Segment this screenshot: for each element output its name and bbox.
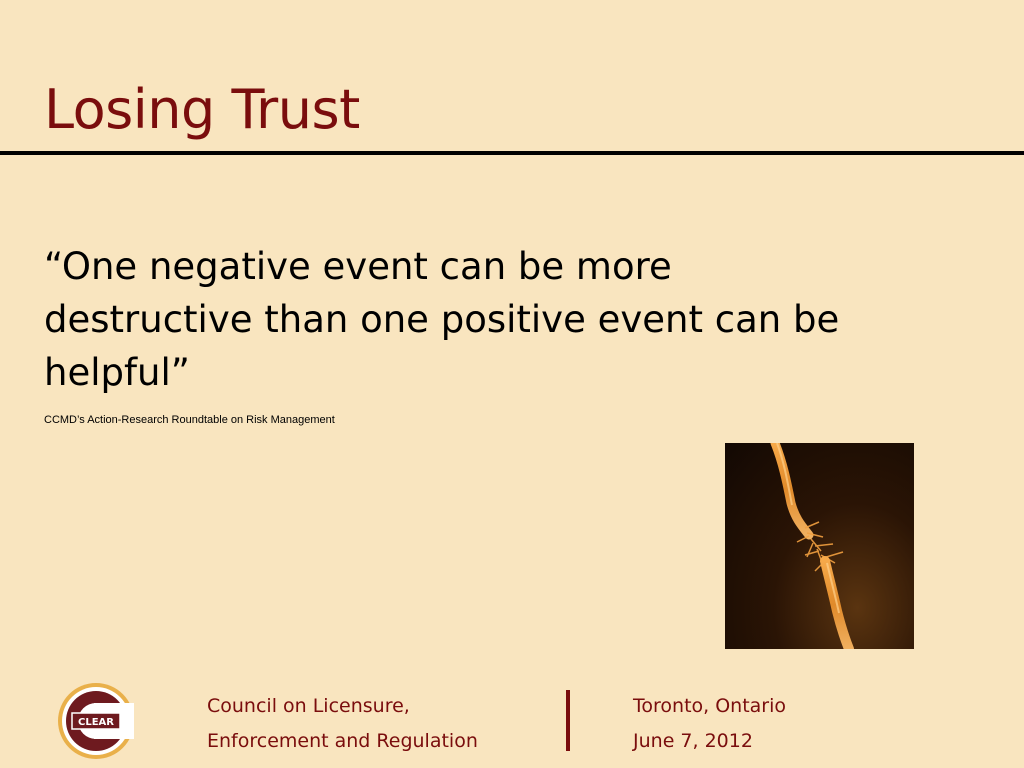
event-info bbox=[633, 689, 786, 759]
rope-illustration bbox=[725, 443, 914, 649]
footer-divider bbox=[566, 690, 570, 751]
quote-source: CCMD’s Action-Research Roundtable on Risk Management bbox=[44, 414, 335, 426]
org-line-1: Council on Licensure, bbox=[207, 695, 410, 717]
fraying-rope-photo bbox=[725, 443, 914, 649]
logo-text: CLEAR bbox=[78, 717, 114, 728]
title-divider bbox=[0, 151, 1024, 155]
event-date: June 7, 2012 bbox=[633, 730, 753, 752]
slide-title: Losing Trust bbox=[44, 78, 360, 141]
quote-text: “One negative event can be more destructive than one positive event can be helpful” bbox=[44, 245, 840, 394]
organization-name bbox=[207, 689, 478, 759]
event-location: Toronto, Ontario bbox=[633, 695, 787, 717]
clear-logo bbox=[56, 681, 136, 761]
org-line-2: Enforcement and Regulation bbox=[207, 730, 478, 752]
